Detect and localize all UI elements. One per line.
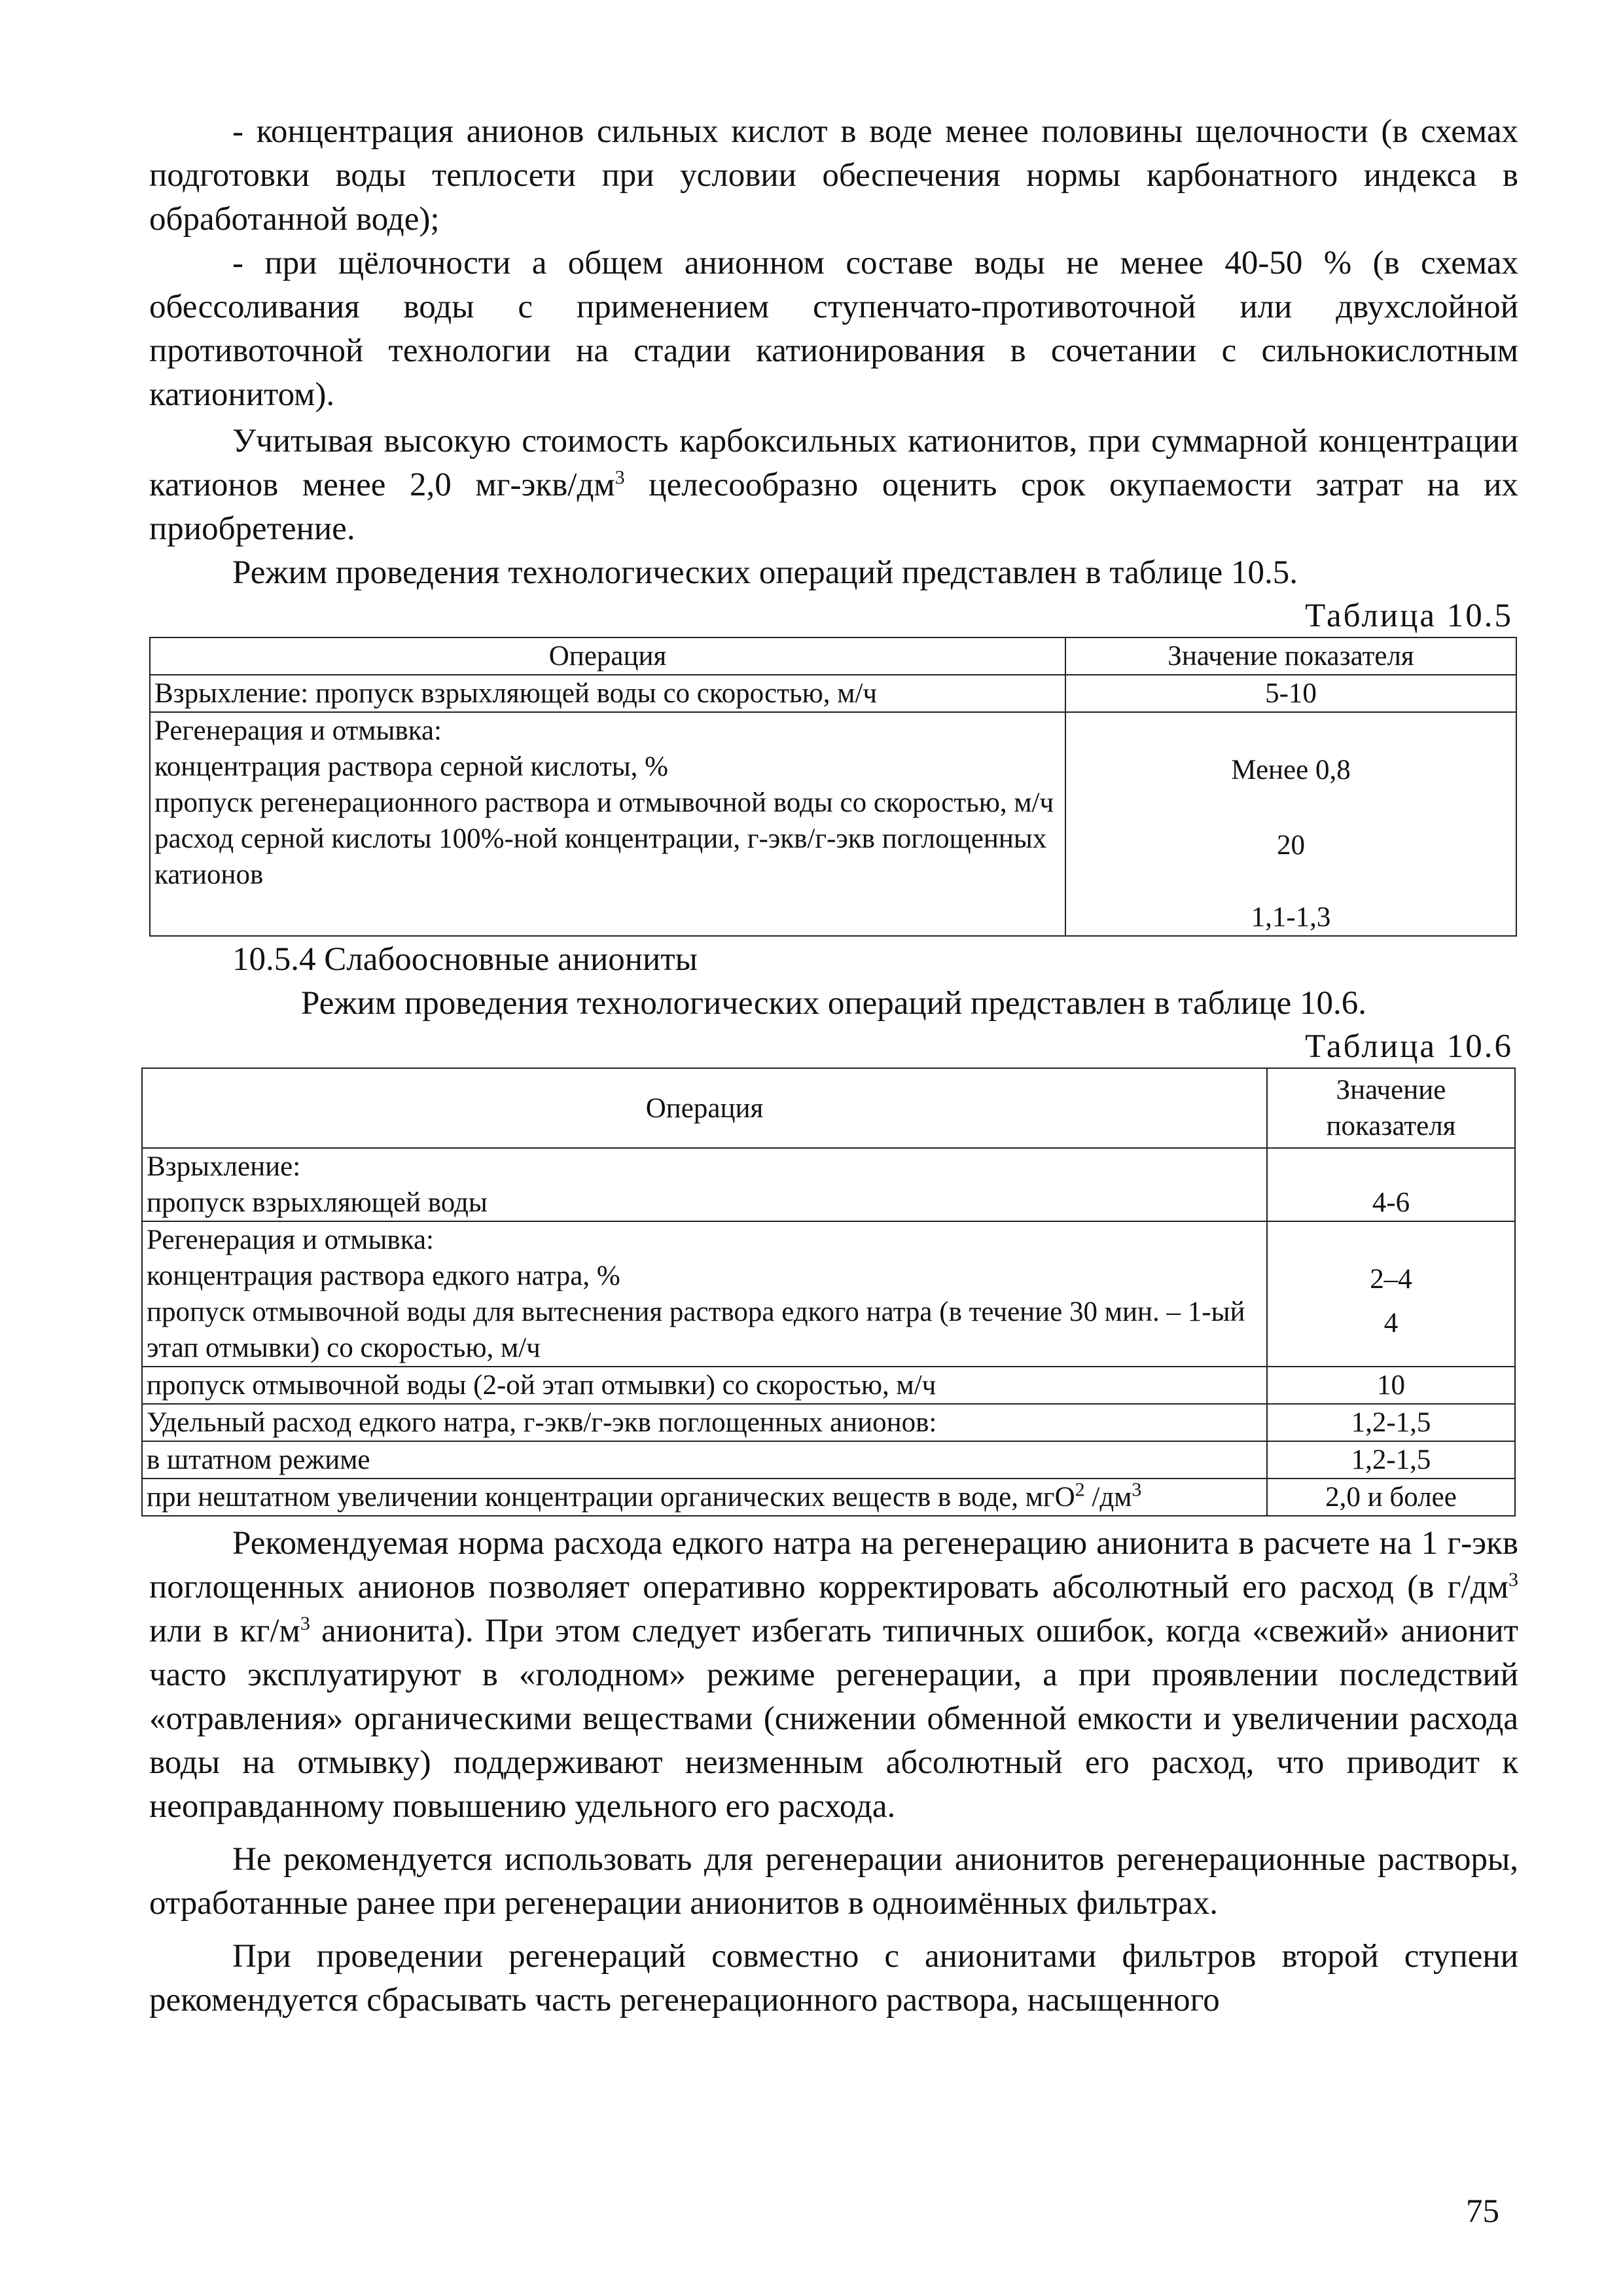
- table-cell: в штатном режиме: [142, 1441, 1267, 1479]
- table-cell: 1,2-1,5: [1267, 1404, 1515, 1441]
- table-cell-line: Регенерация и отмывка:: [154, 715, 442, 746]
- table-cell-line: пропуск взрыхляющей воды: [147, 1187, 488, 1218]
- superscript: 3: [1132, 1479, 1142, 1501]
- superscript: 3: [300, 1613, 310, 1634]
- page-number: 75: [1466, 2193, 1499, 2230]
- table-cell: [142, 1479, 1267, 1516]
- superscript: 3: [1508, 1569, 1518, 1590]
- superscript: 3: [615, 467, 625, 488]
- table-row: [142, 1404, 1515, 1441]
- paragraph-second-stage: При проведении регенераций совместно с анионитами фильтров второй ступени рекомендуется сбрасывать часть регенерационного раствора, насыщенного: [149, 1938, 1518, 2018]
- table-cell-line: 2–4: [1370, 1264, 1412, 1295]
- paragraph-carboxyl-cost: [149, 420, 1518, 551]
- table-cell: 10: [1267, 1367, 1515, 1404]
- table-row: [150, 675, 1516, 712]
- table-row: [150, 712, 1516, 936]
- table-header-value: Значение показателя: [1065, 637, 1516, 675]
- table-row: [142, 1367, 1515, 1404]
- table-row: [142, 1221, 1515, 1367]
- table-cell: [1267, 1221, 1515, 1367]
- table-cell-line: концентрация раствора едкого натра, %: [147, 1261, 620, 1291]
- table-cell-line: концентрация раствора серной кислоты, %: [154, 751, 668, 782]
- table-cell-line: Взрыхление:: [147, 1151, 301, 1182]
- table-cell-line: 1,1-1,3: [1251, 902, 1331, 933]
- page-content: [149, 110, 1518, 2022]
- table-cell-line: Регенерация и отмывка:: [147, 1225, 434, 1255]
- table-header-value: Значение показателя: [1267, 1068, 1515, 1148]
- paragraph-table-10-5-intro: Режим проведения технологических операций представлен в таблице 10.5.: [232, 554, 1298, 591]
- table-10-6: [141, 1067, 1516, 1516]
- table-row: [142, 1068, 1515, 1148]
- paragraph-not-recommended: Не рекомендуется использовать для регенерации анионитов регенерационные растворы, отработанные ранее при регенерации анионитов в одноимённых фильтрах.: [149, 1841, 1518, 1922]
- paragraph-anion-concentration: - концентрация анионов сильных кислот в воде менее половины щелочности (в схемах подготовки воды теплосети при условии обеспечения нормы карбонатного индекса в обработанной воде);: [149, 113, 1518, 238]
- paragraph-table-10-6-intro: Режим проведения технологических операций представлен в таблице 10.6.: [301, 985, 1366, 1022]
- table-cell-line: Менее 0,8: [1231, 755, 1351, 785]
- paragraph-naoh-norm: [149, 1522, 1518, 1829]
- paragraph-naoh-norm-a: Рекомендуемая норма расхода едкого натра на регенерацию анионита в расчете на 1 г-экв поглощенных анионов позволяет оперативно корректировать абсолютный его расход (в г/дм: [149, 1525, 1518, 1605]
- table-cell: [1065, 712, 1516, 936]
- paragraph-naoh-norm-c: анионита). При этом следует избегать типичных ошибок, когда «свежий» анионит часто эксплуатируют в «голодном» режиме регенерации, а при проявлении последствий «отравления» органическими веществами (снижении обменной емкости и увеличении расхода воды на отмывку) поддерживают неизменным абсолютный его расход, что приводит к неоправданному повышению удельного его расхода.: [149, 1613, 1518, 1825]
- table-header-operation: Операция: [150, 637, 1065, 675]
- table-cell-text: при нештатном увеличении концентрации органических веществ в воде, мгО: [147, 1482, 1075, 1513]
- table-cell-line: пропуск регенерационного раствора и отмывочной воды со скоростью, м/ч: [154, 787, 1054, 818]
- table-cell-line: расход серной кислоты 100%-ной концентрации, г-экв/г-экв поглощенных катионов: [154, 823, 1047, 890]
- superscript: 2: [1075, 1479, 1085, 1501]
- table-cell: Взрыхление: пропуск взрыхляющей воды со скоростью, м/ч: [150, 675, 1065, 712]
- table-10-5-caption: Таблица 10.5: [1305, 598, 1513, 634]
- table-row: [142, 1479, 1515, 1516]
- table-cell: 2,0 и более: [1267, 1479, 1515, 1516]
- section-heading-10-5-4: 10.5.4 Слабоосновные аниониты: [232, 941, 698, 978]
- table-row: [142, 1148, 1515, 1221]
- table-cell-line: пропуск отмывочной воды для вытеснения раствора едкого натра (в течение 30 мин. – 1-ый этап отмывки) со скоростью, м/ч: [147, 1297, 1245, 1363]
- table-cell: [142, 1148, 1267, 1221]
- table-row: [142, 1441, 1515, 1479]
- table-cell-line: 4: [1383, 1308, 1399, 1338]
- paragraph-naoh-norm-b: или в кг/м: [149, 1613, 300, 1649]
- table-row: [150, 637, 1516, 675]
- table-cell: [150, 712, 1065, 936]
- table-cell: 1,2-1,5: [1267, 1441, 1515, 1479]
- table-cell-line: 20: [1277, 830, 1305, 861]
- table-10-6-caption: Таблица 10.6: [1305, 1028, 1513, 1065]
- table-cell: пропуск отмывочной воды (2-ой этап отмывки) со скоростью, м/ч: [142, 1367, 1267, 1404]
- table-cell: [142, 1221, 1267, 1367]
- table-10-5: [149, 637, 1517, 937]
- paragraph-carboxyl-cost-a: Учитывая высокую стоимость карбоксильных катионитов, при суммарной концентрации катионов менее 2,0 мг-экв/дм: [149, 423, 1518, 503]
- paragraph-carboxyl-cost-b: целесообразно оценить срок окупаемости затрат на их приобретение.: [149, 467, 1518, 547]
- table-header-operation: Операция: [142, 1068, 1267, 1148]
- table-cell: Удельный расход едкого натра, г-экв/г-экв поглощенных анионов:: [142, 1404, 1267, 1441]
- table-cell: 5-10: [1065, 675, 1516, 712]
- table-cell: 4-6: [1267, 1148, 1515, 1221]
- table-cell-text: /дм: [1084, 1482, 1132, 1513]
- paragraph-alkalinity: - при щёлочности а общем анионном составе воды не менее 40-50 % (в схемах обессоливания воды с применением ступенчато-противоточной или двухслойной противоточной технологии на стадии катионирования в сочетании с сильнокислотным катионитом).: [149, 245, 1518, 413]
